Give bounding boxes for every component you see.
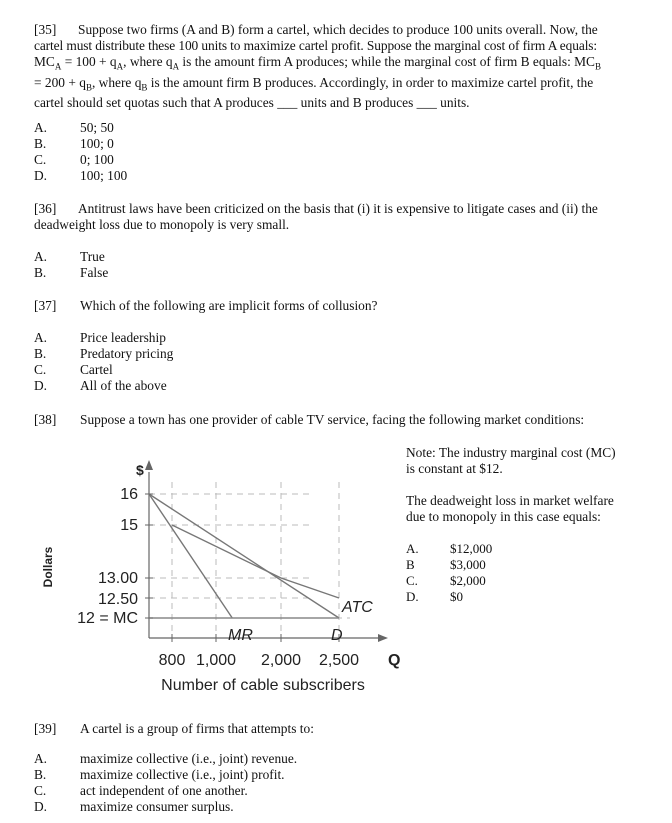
series-line-mr <box>149 494 232 618</box>
question-38: [38] Suppose a town has one provider of cable TV service, facing the following market conditions: <box>34 412 585 427</box>
x-tick-label: 2,000 <box>260 652 302 669</box>
q37-option[interactable]: B. Predatory pricing <box>34 346 174 361</box>
question-36: [36] Antitrust laws have been criticized on the basis that (i) it is expensive to litigate cases and (ii) the deadweight loss due to monopoly is very small. <box>34 201 598 232</box>
x-axis-symbol: Q <box>388 652 401 669</box>
y-axis-symbol: $ <box>136 462 144 478</box>
mr-curve-label: MR <box>228 627 253 644</box>
q37-option[interactable]: D. All of the above <box>34 378 167 393</box>
question-37: [37] Which of the following are implicit forms of collusion? <box>34 298 378 313</box>
atc-curve-label: ATC <box>342 599 373 616</box>
y-tick-label: 16 <box>120 486 138 503</box>
question-39: [39] A cartel is a group of firms that attempts to: <box>34 721 314 736</box>
q35-option[interactable]: C. 0; 100 <box>34 152 114 167</box>
q35-number: [35] <box>34 22 57 37</box>
q38-note: Note: The industry marginal cost (MC) is constant at $12. <box>406 445 616 476</box>
q35-line-4: = $200 + q_B$, where $q_B$ is the amount firm B produces. Accordingly, in order to maximize cartel profit, the <box>34 74 594 93</box>
q39-option[interactable]: A. maximize collective (i.e., joint) revenue. <box>34 751 298 766</box>
question-35 <box>34 22 632 111</box>
q38-number: [38] <box>34 412 57 427</box>
series-line-d <box>149 494 339 618</box>
x-tick-label: 2,500 <box>318 652 360 669</box>
x-tick-label: 800 <box>158 652 186 669</box>
q35-line-2: cartel must distribute these 100 units to maximize cartel profit. Suppose the marginal cost of firm A equals: <box>34 38 598 53</box>
y-tick-label: 12 = MC <box>77 610 138 627</box>
q35-option[interactable]: D. 100; 100 <box>34 168 128 183</box>
series-line-atc <box>172 525 339 598</box>
x-axis-arrow <box>378 634 388 642</box>
q36-number: [36] <box>34 201 57 216</box>
curves <box>149 494 339 618</box>
x-axis-label: Number of cable subscribers <box>161 677 365 694</box>
q38-note-question: The deadweight loss in market welfare due to monopoly in this case equals: <box>406 493 614 524</box>
q38-option[interactable]: D. $0 <box>406 589 463 604</box>
q39-number: [39] <box>34 721 57 736</box>
q35-line-3: $MC_A = 100 + q_A$, where $q_A$ is the amount firm A produces; while the marginal cost of firm B equals: $MC_B$ <box>34 54 602 72</box>
y-tick-label: 15 <box>120 517 138 534</box>
q36-option[interactable]: B. False <box>34 265 109 280</box>
q37-option[interactable]: C. Cartel <box>34 362 113 377</box>
cable-tv-market-chart <box>20 452 420 702</box>
q37-option[interactable]: A. Price leadership <box>34 330 166 345</box>
q38-option[interactable]: C. $2,000 <box>406 573 486 588</box>
q36-option[interactable]: A. True <box>34 249 105 264</box>
q35-option[interactable]: B. 100; 0 <box>34 136 114 151</box>
q35-line-5: cartel should set quotas such that A produces ___ units and B produces ___ units. <box>34 95 470 111</box>
q35-line-1: [35] Suppose two firms (A and B) form a cartel, which decides to produce 100 units overall. Now, the <box>34 22 598 37</box>
q39-option[interactable]: D. maximize consumer surplus. <box>34 799 234 814</box>
y-axis-arrow <box>145 460 153 470</box>
q39-option[interactable]: B. maximize collective (i.e., joint) profit. <box>34 767 285 782</box>
x-tick-label: 1,000 <box>195 652 237 669</box>
q37-number: [37] <box>34 298 57 313</box>
q38-option[interactable]: B $3,000 <box>406 557 486 572</box>
q35-option[interactable]: A. 50; 50 <box>34 120 114 135</box>
axis-ticks <box>145 494 339 642</box>
y-tick-label: 13.00 <box>97 570 138 587</box>
y-tick-label: 12.50 <box>97 591 138 608</box>
q39-option[interactable]: C. act independent of one another. <box>34 783 248 798</box>
q38-option[interactable]: A. $12,000 <box>406 541 493 556</box>
d-curve-label: D <box>331 627 343 644</box>
y-axis-label: Dollars <box>41 546 55 588</box>
